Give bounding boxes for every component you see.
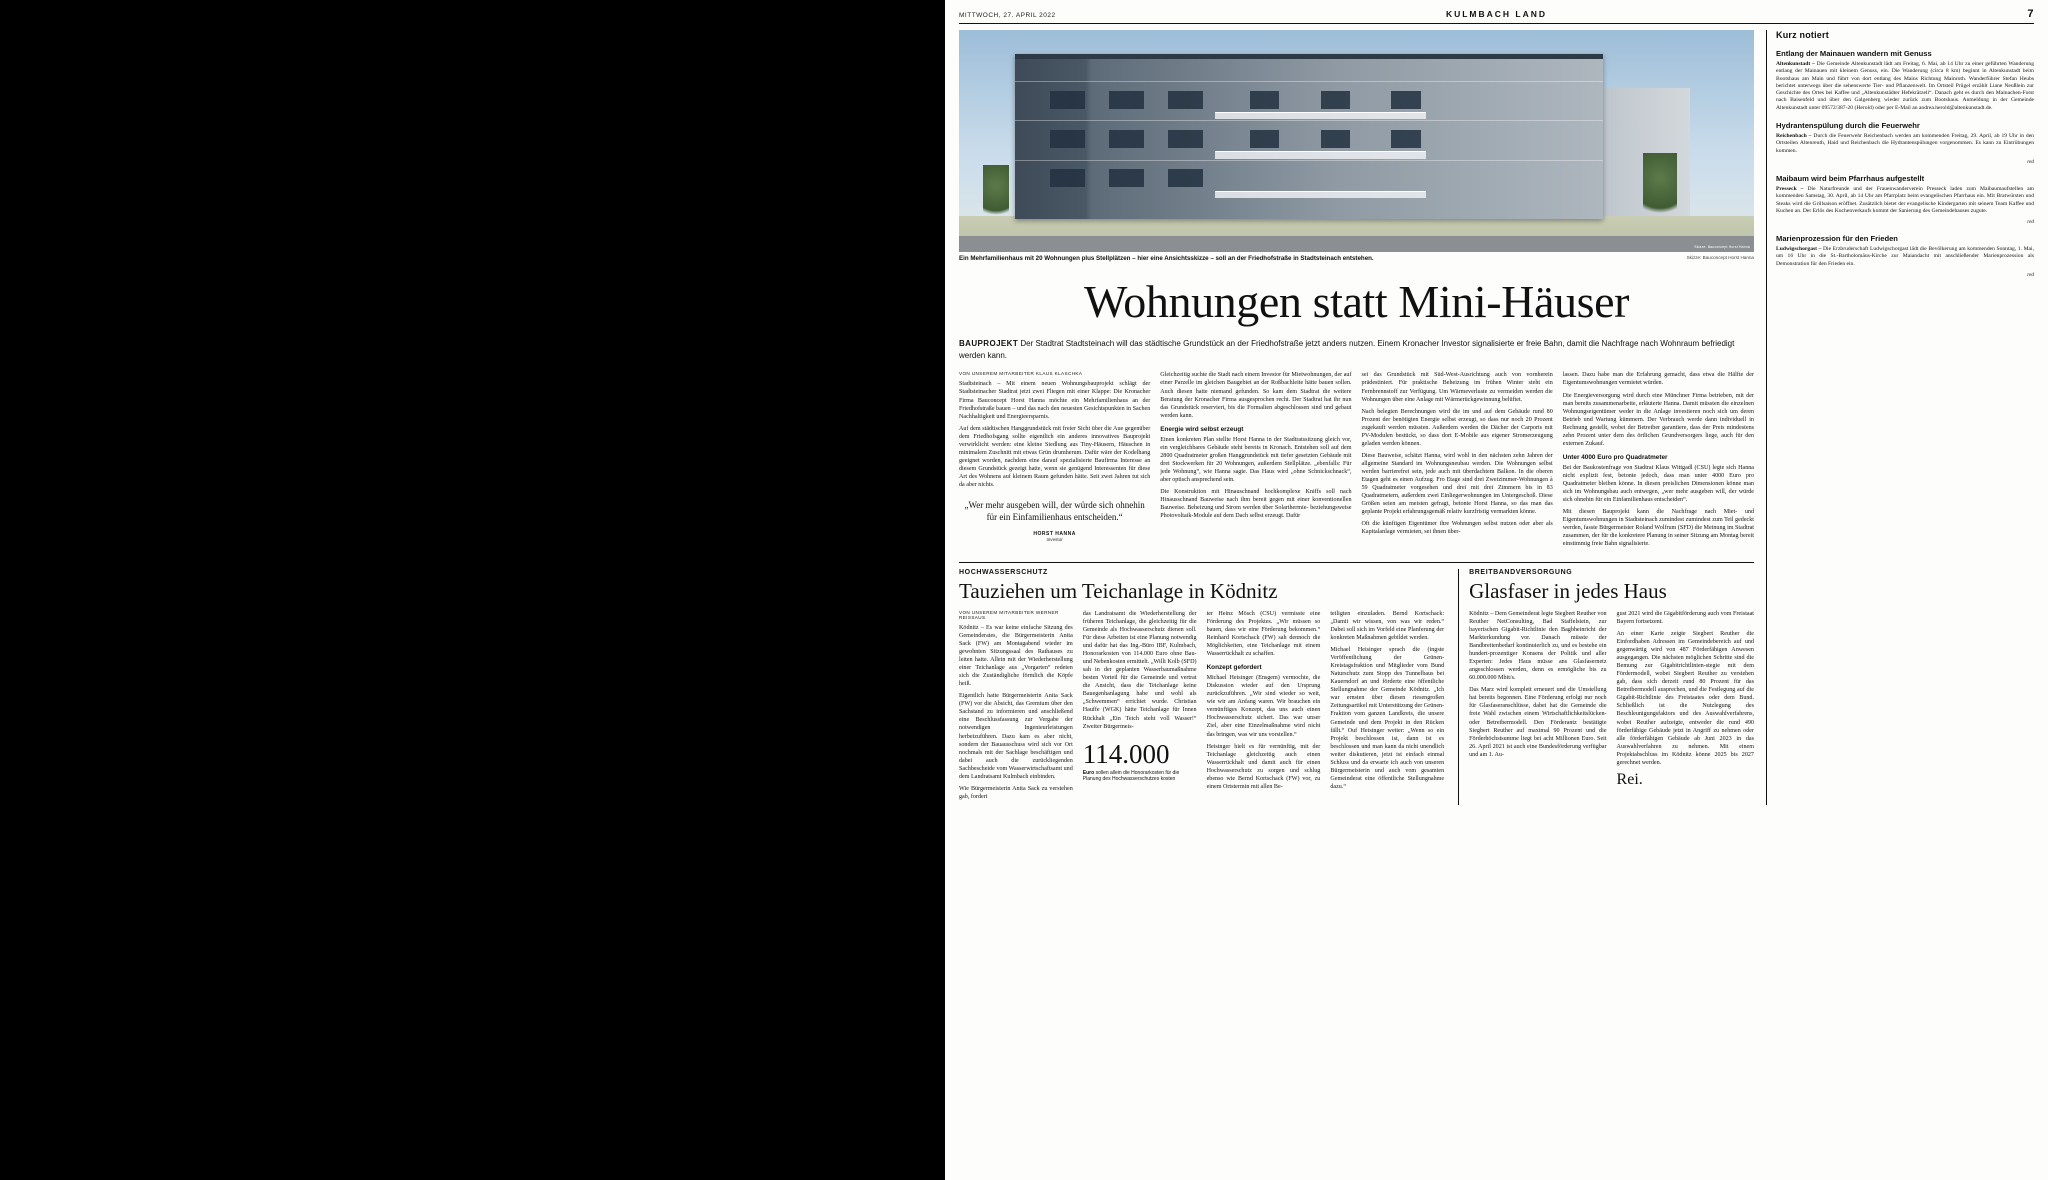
paragraph: das Landratsamt die Wiederherstellung der früheren Teichanlage, die gleichzeitig für die Gemeinde als Hochwasserschutz dienen soll. Für diese Arbeiten ist eine Planung notwendig und dafür hat das Ing.-Büro IBF, Kulmbach, Honorarkosten von 114.000 Euro ohne Bau- und Nebenkosten ermittelt. „Willi Kolb (SFD) sah in der geplanten Wasserbaumaßnahme besten Vorteil für die Gemeinde und vertrat die Ansicht, dass die Teichanlage keine Bauegenhanlagung habe und wohl als „Schwemmen“ errichtet wurde. Christian Hauffe (WGK) hätte Teichanlage für Innen Rückhalt „Ein Teich steht voll Wasser!“ Zweiter Bürgermeis- (1082, 611, 1197, 730)
rail-title: Kurz notiert (1776, 30, 1829, 40)
section-title: KULMBACH LAND (1445, 9, 1548, 19)
paragraph: Auf dem städtischen Hanggrundstück mit freier Sicht über die Aue gegenüber dem Friedhofsgang sollte eigentlich ein anderes innovatives Bauprojekt verwirklicht werden: eine kleine Siedlung aus Tiny-Häusern, Häuschen in minimalem Zuschnitt mit etwas Grün drumherum. Dafür wäre der Kodelhang geeignet worden, nachdem eine darauf spezialisierte Baufirma Interesse an diesem Grundstück gezeigt hatte, wenn sie genügend Interessenten für diese Art des Wohnens auf kleinem Raum gefunden hätte. Seit zwei Jahren tut sich da aber nichts. (959, 425, 1151, 488)
story-headline: Tauziehen um Teichanlage in Ködnitz (959, 579, 1278, 604)
rail-item-place: Altenkunstadt – (1776, 61, 1815, 68)
paragraph: Michael Heisinger sprach die (ingste Veröffentlichung der Grünen-Kreistagsfraktion und Mitglieder vom Bund Naturschutz zum Stopp des Tunnelbaus bei Kauerndorf an und förderte eine öffentliche Stellungnahme der Gemeinde Ködnitz. „Ich war ernsten über diesen riesengroßen Zeitungsartikel mit Unterstützung der Grünen-Fraktion vom ganzen Landkreis, die unsere Gemeinde und dem Projekt in den Rücken fällt.“ Ouf Heisinger weiter: „Wenn so ein Projekt beschlossen ist, dann ist es beschlossen und man kann da nicht unendlich weiter diskutieren, jetzt ist einfach einmal Schluss und da erwarte ich auch von unseren Bürgermeisterin und auch vom gesamten Gemeinderat eine öffentliche Stellungnahme dazu.“ (1330, 647, 1445, 790)
photo-road (959, 236, 1754, 252)
lead-photo-block (959, 30, 1754, 263)
lower-stories (959, 562, 1754, 805)
rail-item-place: Ludwigschorgast – (1776, 246, 1822, 253)
lead-byline: VON UNSEREM MITARBEITER KLAUS KLASCHKA (959, 371, 1083, 377)
photo-caption: Ein Mehrfamilienhaus mit 20 Wohnungen plus Stellplätzen – hier eine Ansichtsskizze – soll an der Friedhofstraße in Stadtsteinach entstehen. (959, 255, 1374, 262)
rail-item-signature: red (2027, 219, 2034, 226)
lead-standfirst-text: Der Stadtrat Stadtsteinach will das städtische Grundstück an der Friedhofstraße jetzt anders nutzen. Einem Kronacher Investor signalisierte er freie Bahn, damit die Nachfrage nach Wohnraum befriedigt werden kann. (959, 339, 1735, 360)
rail-item-place: Presseck – (1776, 185, 1804, 192)
pull-quote-role: Investor (1046, 537, 1063, 543)
paragraph: An einer Karte zeigte Siegbert Reuther die Einfordhaben Adressen im Gemeindebereich auf und gegenwärtig wird von 487 Förderfähigen Anwesen ausgegangen. Die nächsten möglichen Schritte sind die Bemung zur Gigabitrichtlinien-stegie mit dem Fördermodell, wobei Siegbert Reuther zu verstehen gab, dass sich derzeit rund 80 Prozent für das Betreibermodell ausprechen, und die Festlegung auf die Gigabit-Richtlinie des Freistaates oder dem Bund. Schließlich ist die Nutzlegung des Beschleunigungsfaktors und des Auswahlverfahrens, wobei Reuther aufzeigte, entweder die rund 490 förderfähige Gebäude jetzt in Angriff zu nehmen oder alle förderfähigen Gebäude ab Juni 2023 in das Auswahlverfahren zu nehmen. Mit einem Projektabschluss im Ködnitz könne 2025 bis 2027 gerechnet werden. (1616, 631, 1754, 766)
story-kicker: BREITBANDVERSORGUNG (1469, 569, 1573, 577)
paragraph: teiligten einzuladen. Bernd Kortschack: „Damit wir wissen, von was wir reden.“ Dabei soll sich im Vorfeld eine Planferung der konkreten Maßnahmen gebildet werden. (1330, 611, 1445, 642)
big-number-unit: Euro (1082, 769, 1095, 776)
lead-col-3 (1362, 371, 1553, 552)
rail-item-place: Reichenbach – (1776, 133, 1812, 140)
paragraph: Heisinger hielt es für vernünftig, mit der Teichanlage gleichzeitig auch einen Wasserrückhalt und damit auch für einen Hochwasserschutz zu sorgen und schlug ebenso wie Bernd Kortschack (FW) vor, zu einem Ortstermin mit allen Be- (1206, 743, 1321, 790)
paragraph: Mit diesen Bauprojekt kann die Nachfrage nach Miet- und Eigentumswohnungen in Stadtsteinach zumindest zumindest zum Teil gedeckt werden, fasste Bürgermeister Roland Wolfrum (SFD) die Meinung im Stadtrat zusammen, der für die konkretere Planung in seiner Sitzung am Montag bereit einstimmig freie Bahn signalisierte. (1562, 508, 1754, 548)
photo-building-main (1015, 54, 1603, 218)
story-col-1 (1469, 610, 1606, 789)
subheading: Energie wird selbst erzeugt (1160, 425, 1244, 433)
big-number-caption (1083, 770, 1197, 783)
lead-col-2 (1160, 371, 1351, 552)
lead-col-1 (959, 371, 1150, 552)
paragraph: ter Heinz Mösch (CSU) vermisste eine Förderung des Projektes. „Wir müssen so bauen, dass wir eine Förderung bekommen.“ Reinhard Kortschack (FW) sah dennoch die Möglichkeiten, eine Teichanlage mit einem Wasserrückhalt zu schaffen. (1206, 611, 1321, 658)
rail-item-signature: red (2027, 271, 2034, 278)
big-number: 114.000 (1082, 738, 1170, 769)
paragraph: Bei der Baukostenfrage von Stadtrat Klaus Wittgadl (CSU) legte sich Hanna nicht explizit fest, betonte jedoch, dass man unter 4000 Euro pro Quadratmeter bleiben könne. In diesen preislichen Dimensionen könne man sich im Wohnungsbau auch entwegen, „wer mehr ausgeben will, der würde sich ohnehin für ein Einfamilienhaus entscheiden“. (1562, 464, 1754, 503)
lead-headline: Wohnungen statt Mini-Häuser (1083, 276, 1630, 328)
paragraph: gust 2021 wird die Gigabitförderung auch vom Freistaat Bayern fortsetzent. (1616, 611, 1754, 626)
subheading: Konzept gefordert (1206, 664, 1262, 672)
story-col-4 (1330, 610, 1444, 805)
rail-item-body: Die Erzbruderschaft Ludwigschorgast lädt die Bevölkerung am kommenden Sonntag, 1. Mai, um 16 Uhr in die St.-Bartholomäus-Kirche zur Maiandacht mit anschließender Marienprozession als Demonstration für den Frieden ein. (1776, 246, 2034, 267)
paragraph: Nach belegten Berechnungen wird die im und auf dem Gebäude rund 80 Prozent der benötigten Energie selbst erzeugt, so dass nur noch 20 Prozent zugekauft werden müssten. Außerdem werden die Dächer der Carports mit PV-Modulen bestückt, so dass dort E-Mobile aus eigener Stromerzeugung geladen werden können. (1361, 408, 1553, 447)
page-body (959, 30, 2034, 805)
photo-building-roof (1015, 54, 1603, 59)
rail-item-text (1776, 133, 2034, 155)
story-columns (1469, 610, 1754, 789)
pull-quote-attribution: HORST HANNA (1033, 531, 1076, 538)
paragraph: Einen konkreten Plan stellte Horst Hanna in der Stadtratssitzung gleich vor, ein vergleichbares Gebäude steht bereits in Kronach. Entstehen soll auf dem 2800 Quadratmeter großen Hanggrundstück mit tiefer gesetzten Gebäude mit drei Stockwerken für 20 Wohnungen, außerdem Stellplätze. „ebenfalls: Für jede Wohnung“, wie Hanna sagte. Das Haus wird „ohne Schnickschnack“, aber optisch ansprechend sein. (1160, 436, 1352, 483)
story-byline: VON UNSEREM MITARBEITER WERNER REISSAUS (959, 610, 1059, 621)
paragraph: Oft die künftigen Eigentümer ihre Wohnungen selbst nutzen oder aber als Kapitalanlage vermieten, sei ihnen über- (1361, 520, 1553, 536)
big-number-caption-text: sollen allein die Honorarkosten für die Planung des Hochwasserschutzes kosten (1082, 769, 1180, 783)
lead-text-columns (959, 371, 1754, 552)
rail-item-heading: Maibaum wird beim Pfarrhaus aufgestellt (1776, 173, 1925, 183)
paragraph: Ködnitz – Es war keine einfache Sitzung des Gemeinderates, die Bürgermeisterin Anita Sack (FW) am Montagabend wieder im gewohnten Sitzungssaal des Rathauses zu leiten hatte. Allein mit der Wiederherstellung einer Teichanlage aus „Vorgarten“ redeten sich die Zuständigliche förmlich die Köpfe heiß. (959, 625, 1073, 688)
lead-col-4 (1563, 371, 1754, 552)
paragraph: sei das Grundstück mit Süd-West-Ausrichtung auch von vornherein prädestiniert. Für praktische Beheizung im frühen Winter steht ein Fernbrennstoff zur Verfügung. Um Wärmeverluste zu vermeiden werden die Wohnungen über eine Anlage mit Wärmerückgewinnung belüftet. (1361, 372, 1553, 403)
issue-date: MITTWOCH, 27. APRIL 2022 (959, 12, 1056, 19)
paragraph: Die Energieversorgung wird durch eine Münchner Firma betrieben, mit der man bereits zusammenarbeite, erläuterte Hanna. Damit müssten die einzelnen Wohnungseigentümer weder in die Anlage investieren noch sich um deren Betrieb und Wartung kümmern. Der Verbrauch werde dann individuell in Rechnung gestellt, wobei der Betreiber garantiere, dass der Preis mindestens zehn Prozent unter dem des örtlichen Grundversorgers liege, auch für den externen Zukauf. (1562, 392, 1754, 447)
story-teichanlage (959, 569, 1444, 805)
story-col-1 (959, 610, 1073, 805)
paragraph: Das Marz wird komplett erneuert und die Umstellung hat bereits begonnen. Eine Förderung erfolgt nur noch für Glasfaseranschlüsse, dabei hat die Gemeinde die freie Wahl zwischen einem Wirtschaftlichkeitslücken- oder Betreibermodell. Den Förderantz bestätigte Siegbert Reuther auf maximal 90 Prozent und die Förderhöchstsumme liegt bei acht Millionen Euro. Seit 26. April 2021 ist auch eine Bundesförderung verfügbar und am 1. Au- (1469, 687, 1607, 758)
story-col-2 (1083, 610, 1197, 805)
rail-item-signature: red (2027, 158, 2034, 165)
rail-item-heading: Entlang der Mainauen wandern mit Genuss (1776, 49, 1932, 58)
paragraph: Die Konstruktion mit Hinauschnand hochkomplexe Kniffs soll nach Hinausschnand Bauweise nach ihm bereit gegen mit einer konventionellen Bauweise. Beheizung und Strom werden über Solarthermie- beziehungsweise Photovoltaik-Module auf dem Dach selbst erzeugt. Dafür (1160, 488, 1352, 519)
rail-item-body: Durch die Feuerwehr Reichenbach werden am kommenden Freitag, 29. April, ab 19 Uhr in den Ortsteilen Altenreuth, Haid und Reichenbach die Hydrantenspülungen vorgenommen. Es kann zu Eintrübungen kommen. (1776, 133, 2034, 154)
paragraph: lassen. Dazu habe man die Erfahrung gemacht, dass etwa die Hälfte der Eigentumswohnungen vermietet würden. (1562, 372, 1754, 387)
newspaper-page (945, 0, 2048, 1180)
rail-item-text (1776, 186, 2034, 215)
paragraph: Stadtsteinach – Mit einem neuen Wohnungsbauprojekt schlägt der Stadtsteinacher Stadtrat jetzt zwei Fliegen mit einer Klappe: Die Kronacher Firma Bauconcept Horst Hanna möchte ein Mehrfamilienhaus an der Friedhofstraße bauen – und das nach den neuesten Gesichtspunkten in Sachen Nachhaltigkeit und Energieersparnis. (959, 381, 1151, 420)
right-rail (1766, 30, 2034, 805)
story-glasfaser (1458, 569, 1754, 805)
paragraph: Wie Bürgermeisterin Anita Sack zu verstehen gab, fordert (959, 785, 1073, 800)
pull-quote: „Wer mehr ausgeben will, der würde sich ohnehin für ein Einfamilienhaus entscheiden.“ (964, 499, 1145, 522)
story-kicker: HOCHWASSERSCHUTZ (959, 569, 1048, 577)
story-signature: Rei. (1616, 770, 1643, 788)
subheading: Unter 4000 Euro pro Quadratmeter (1562, 453, 1668, 461)
rail-item-text (1776, 61, 2034, 112)
rail-item-heading: Hydrantenspülung durch die Feuerwehr (1776, 120, 1920, 130)
photo-caption-row (959, 255, 1754, 263)
lead-kicker: BAUPROJEKT (959, 339, 1019, 349)
paragraph: Eigentlich hatte Bürgermeisterin Anita Sack (FW) vor die Absicht, das Gremium über den Sachstand zu informieren und anschließend eine Beschlussfassung zur Vergabe der notwendigen Ingenieurleistungen herbeizuführen. Dazu kam es aber nicht, sondern der Bauausschuss wird sich vor Ort nochmals mit der Sachlage beschäftigen und dabei auch die zurückliegenden Sachbescheide vom Wasserwirtschaftsamt und dem Landratsamt Kulmbach einbinden. (959, 693, 1073, 780)
photo-credit: Skizze: Bauconcept Horst Hanna (1686, 255, 1754, 260)
paragraph: Diese Bauweise, schätzt Hanna, wird wohl in den nächsten zehn Jahren der allgemeine Standard im Wohnungsneubau werden. Die Wohnungen selbst werden barrierefrei sein, jede auch mit überdachtem Balkon. In die oberen Etagen geht es einen Aufzug. Fro Etage sind drei Zweizimmer-Wohnungen à 59 Quadratmeter vorgesehen und drei mit drei Zimmern bis in 83 Quadratmetern, außerdem zwei Einliegerwohnungen im Untergeschoß. Diese Größen seien am meisten gefragt, betonte Horst Hanna, so das man das geplante Projekt erfahrungsgemäß relativ kurzfristig vermarkten könne. (1361, 452, 1553, 515)
lead-standfirst (959, 338, 1754, 361)
story-columns (959, 610, 1444, 805)
rail-item-text (1776, 246, 2034, 268)
paragraph: Gleichzeitig suchte die Stadt nach einem Investor für Mietwohnungen, der auf einer Parzelle im gleichen Baugebiet an der Roßbachleite hätte bauen sollen. Auch diesen hatte niemand gefunden. So kam dem Stadtrat die weitere Beratung der Kronacher Firma ausgesprochen recht. Der Stadtrat hat ihr nun das Grundstück reserviert, bis die Formalien abgeschlossen sind und gebaut werden kann. (1160, 372, 1352, 419)
story-headline: Glasfaser in jedes Haus (1469, 579, 1667, 604)
main-column (959, 30, 1754, 805)
rail-item-body: Die Gemeinde Altenkunstadt lädt am Freitag, 6. Mai, ab 14 Uhr zu einer geführten Wanderung entlang der Mainauen mit kleinem Genuss, ein. Die Wanderung (circa 8 km) beginnt in Altenkunstadt beim Bootshaus am Main und führt von dort entlang des Mains Richtung Mainroth. Wanderführer Stefan Heubs berichtet unterwegs über die sehenswerte Tier- und Pflanzenwelt. Im Ortsteil Prügel erzählt Liane Neußlein zur Geschichte des Ortes bei Kaffee und „Altenkunstädter Hefekrätzeli“. Danach geht es durch den Mainachen-Forst nach Baisenfeld und über den Galgenberg wieder zurück zum Bootshaus. Anmeldung in der Gemeinde Altenkunstadt unter 09572/387-20 (Herold) oder per E-Mail an andrea.herold@altenkunstadt.de. (1776, 61, 2035, 111)
rail-item-heading: Marienprozession für den Frieden (1776, 234, 1898, 244)
paragraph: Ködnitz – Dem Gemeinderat legte Siegbert Reuther von Reuther NetConsulting, Bad Staffelstein, zur bayerischen Gigabit-Richtlinie den Bagbheinricht der Markterkundung vor. Danach müsste der Bandbreitenbedarf kontinuierlich zu, und es bestehe ein hundert-prozentiger Konsens der Politik und aller Experten: Jedes Haus müsse ans Glasfasernetz angeschlossen werden, denn es ermögliche bis zu 60.000.000 Mbit/s. (1469, 611, 1607, 682)
story-col-3 (1207, 610, 1321, 805)
rail-item-body: Die Naturfreunde und der Frauenwanderverein Presseck laden zum Maibaumaufstellen am kommenden Samstag, 30. April, ab 14 Uhr am Pfarrplatz beim evangelischen Pfarrhaus ein. Mit Bratwürsten und Steaks wird die Grillsaison eröffnet. Zusätzlich bietet der evangelische Kindergarten mit seinem Team Kaffee und Kuchen an. Der Erlös des Kuchenverkaufs kommt der Sanierung des Gemeindehauses zugute. (1776, 185, 2034, 214)
story-col-2 (1617, 610, 1754, 789)
photo-inline-credit: Skizze: Bauconcept Horst Hanna (1694, 245, 1750, 249)
lead-photo (959, 30, 1754, 252)
running-head (959, 8, 2034, 24)
page-number: 7 (2027, 8, 2034, 20)
paragraph: Michael Heisinger (Ensgem) vermochte, die Diskussion wieder auf den Ursprung zurückzuführen. „Wir sind wieder so weit, wie wir am Anfang waren. Wir brauchen ein vernünftiges Konzept, das uns auch einen Hochwasserschutz sichert. Das war unser Ziel, aber eine Einzelmaßnahme wird nicht das bringen, was wir uns vorstellen.“ (1206, 675, 1321, 738)
